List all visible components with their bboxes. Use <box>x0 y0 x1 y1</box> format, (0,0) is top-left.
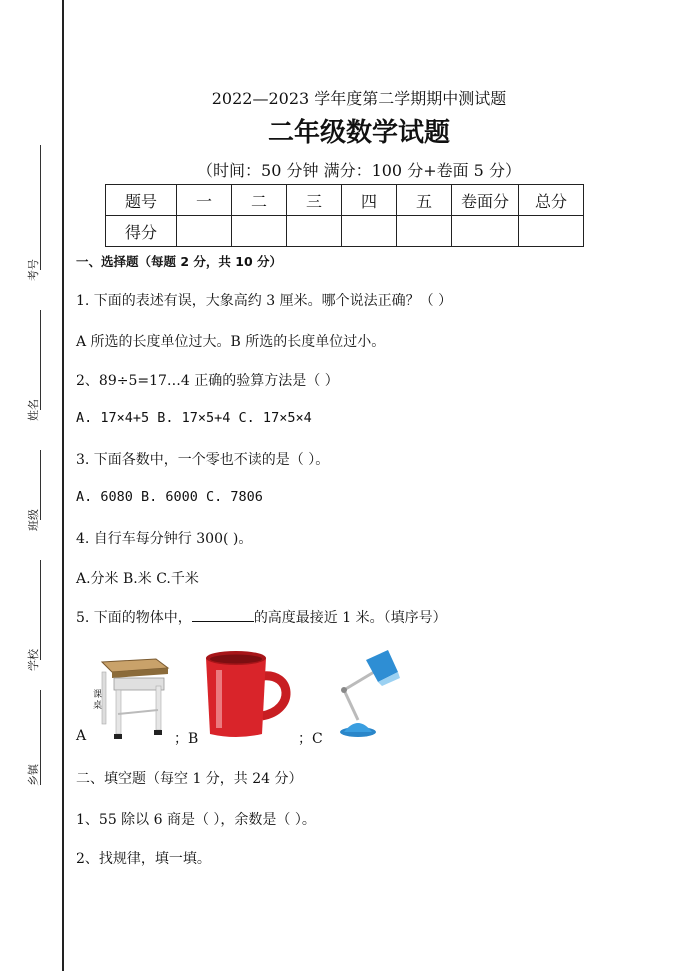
score-table-score-row <box>106 216 584 247</box>
score-row-label: 得分 <box>106 216 177 247</box>
lamp-image <box>330 646 405 741</box>
score-cell: 四 <box>342 185 397 216</box>
side-label-town: 乡镇 <box>27 764 40 786</box>
score-table-header-row <box>106 185 584 216</box>
question-5-post: 的高度最接近 1 米。（填序号） <box>253 610 447 626</box>
score-cell: 卷面分 <box>452 185 519 216</box>
side-label-exam-number: 考号 <box>27 259 40 281</box>
score-cell: 题号 <box>106 185 177 216</box>
score-cell: 五 <box>397 185 452 216</box>
question-5-pre: 5. 下面的物体中， <box>76 610 192 626</box>
question-2: 2、89÷5=17…4 正确的验算方法是（ ） <box>76 373 339 389</box>
side-label-class: 班级 <box>27 509 40 531</box>
score-input-cell[interactable] <box>452 216 519 247</box>
question-2-options: A. 17×4+5 B. 17×5+4 C. 17×5×4 <box>76 410 312 426</box>
mug-image <box>200 648 295 740</box>
score-cell: 一 <box>177 185 232 216</box>
question-3-options: A. 6080 B. 6000 C. 7806 <box>76 489 263 505</box>
picture-label-a: A <box>76 728 87 744</box>
score-input-cell[interactable] <box>342 216 397 247</box>
section2-heading: 二、填空题（每空 1 分，共 24 分） <box>76 771 303 787</box>
exam-info: （时间：50 分钟 满分：100 分+卷面 5 分） <box>197 161 521 180</box>
score-input-cell[interactable] <box>177 216 232 247</box>
score-input-cell[interactable] <box>397 216 452 247</box>
picture-label-b: ；B <box>174 731 199 747</box>
section1-heading: 一、选择题（每题 2 分，共 10 分） <box>76 254 283 269</box>
score-table <box>105 184 584 247</box>
score-cell: 三 <box>287 185 342 216</box>
question-3: 3. 下面各数中，一个零也不读的是（ ）。 <box>76 452 330 468</box>
question-1-options: A 所选的长度单位过大。B 所选的长度单位过小。 <box>76 334 386 350</box>
question-4: 4. 自行车每分钟行 300( )。 <box>76 531 253 547</box>
fill-question-2: 2、找规律，填一填。 <box>76 851 211 867</box>
score-input-cell[interactable] <box>287 216 342 247</box>
desk-label: 课桌 <box>93 690 103 711</box>
desk-image <box>94 654 174 744</box>
score-cell: 总分 <box>519 185 584 216</box>
side-label-school: 学校 <box>27 649 40 671</box>
picture-label-c: ；C <box>298 731 323 747</box>
fill-question-1: 1、55 除以 6 商是（ ），余数是（ ）。 <box>76 812 316 828</box>
question-4-options: A.分米 B.米 C.千米 <box>76 571 199 587</box>
side-label-name: 姓名 <box>27 399 40 421</box>
question-1: 1. 下面的表述有误，大象高约 3 厘米。哪个说法正确？（ ） <box>76 293 453 309</box>
exam-subtitle: 2022—2023 学年度第二学期期中测试题 <box>211 89 507 108</box>
score-cell: 二 <box>232 185 287 216</box>
answer-blank[interactable] <box>192 609 254 622</box>
exam-title: 二年级数学试题 <box>267 118 450 148</box>
score-input-cell[interactable] <box>519 216 584 247</box>
question-5 <box>76 607 447 627</box>
score-input-cell[interactable] <box>232 216 287 247</box>
